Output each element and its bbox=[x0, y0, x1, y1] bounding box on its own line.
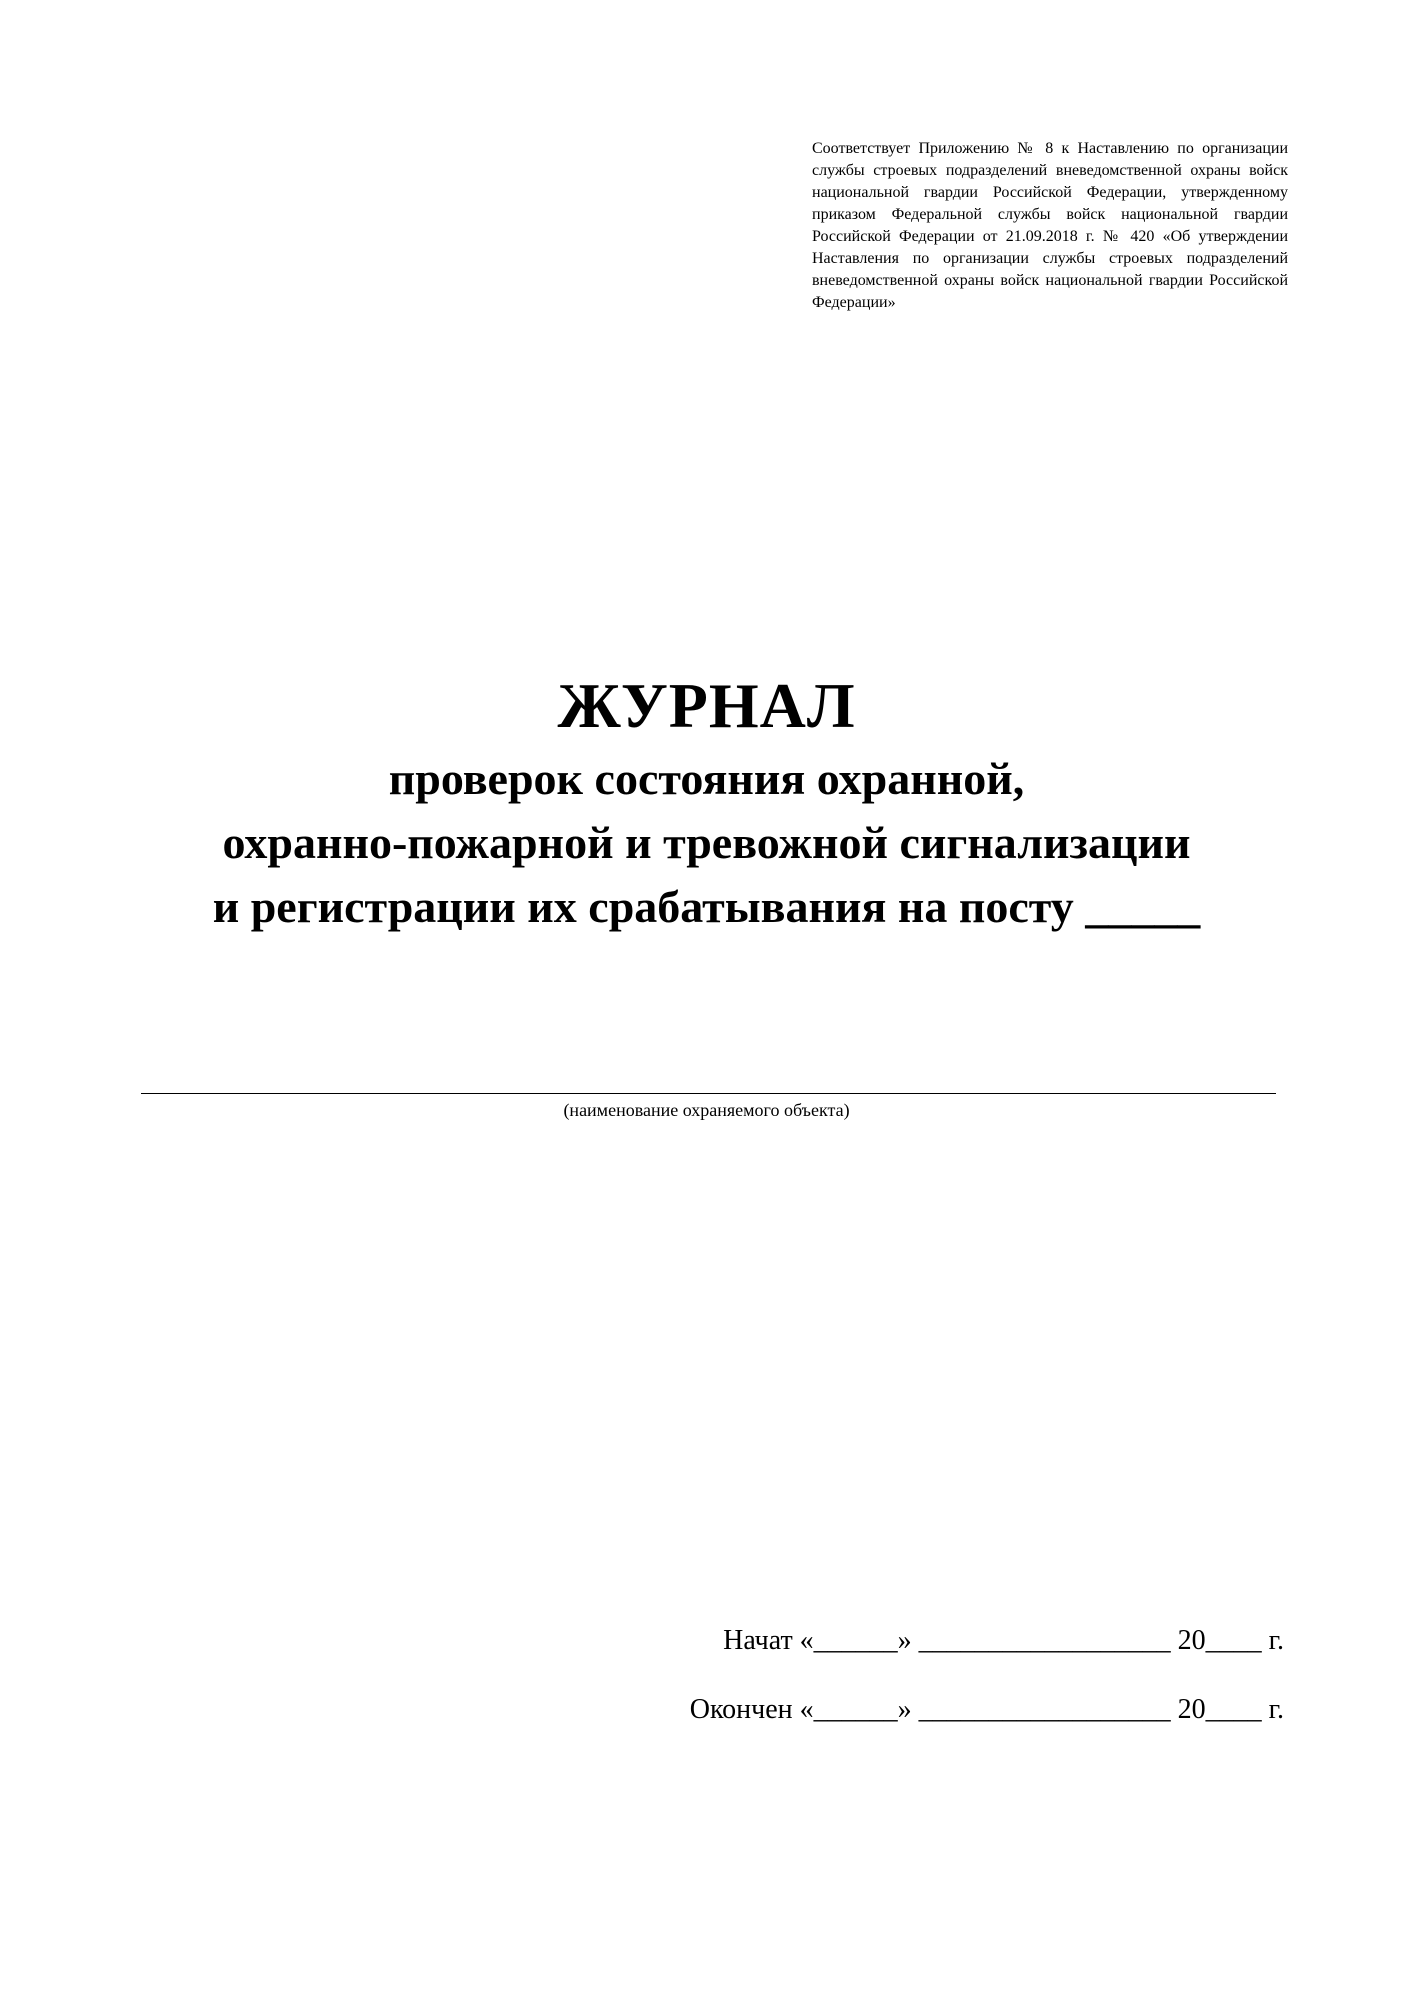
subtitle-line-2: охранно-пожарной и тревожной сигнализации bbox=[222, 817, 1191, 868]
journal-title: ЖУРНАЛ bbox=[557, 670, 856, 741]
object-name-line bbox=[141, 1093, 1276, 1094]
subtitle-line-1: проверок состояния охранной, bbox=[388, 753, 1025, 804]
subtitle-line-3: и регистрации их срабатывания на посту _____ bbox=[212, 881, 1201, 932]
object-name-caption: (наименование охраняемого объекта) bbox=[563, 1100, 850, 1120]
title-block bbox=[0, 665, 1413, 939]
started-date-line: Начат «______» __________________ 20____ г. bbox=[723, 1625, 1284, 1656]
finished-date-line: Окончен «______» __________________ 20____ г. bbox=[689, 1694, 1284, 1725]
journal-subtitle bbox=[0, 747, 1413, 939]
compliance-note: Соответствует Приложению № 8 к Наставлению по организации службы строевых подразделений вневедомственной охраны войск национальной гвардии Российской Федерации, утвержденному приказом Федеральной службы войск национальной гвардии Российской Федерации от 21.09.2018 г. № 420 «Об утверждении Наставления по организации службы строевых подразделений вневедомственной охраны войск национальной гвардии Российской Федерации» bbox=[812, 140, 1288, 311]
